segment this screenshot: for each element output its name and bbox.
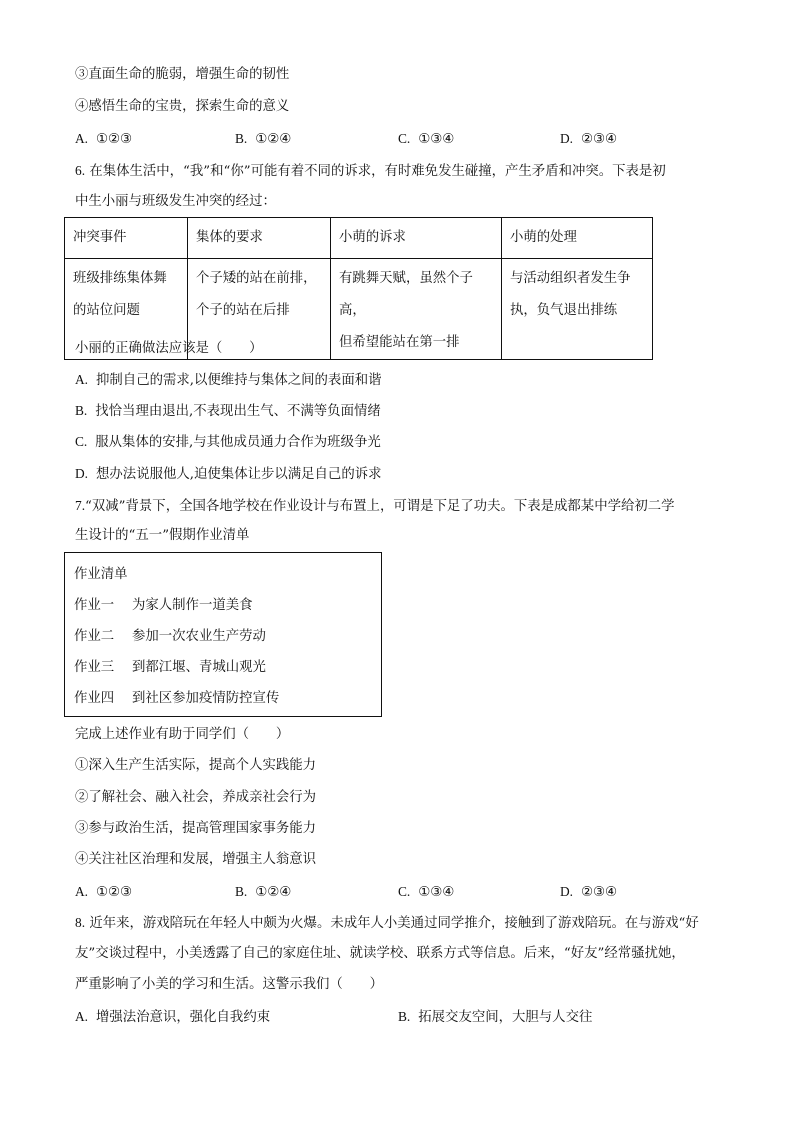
q8-stem-line2: 友”交谈过程中，小美透露了自己的家庭住址、就读学校、联系方式等信息。后来，“好友”经常骚扰她，: [75, 946, 685, 961]
q7-stem-line2: 生设计的“五一”假期作业清单: [75, 528, 250, 543]
table-cell: 有跳舞天赋，虽然个子高， 但希望能站在第一排: [331, 259, 502, 360]
table-cell: 与活动组织者发生争 执，负气退出排练: [502, 259, 653, 360]
q6-option-c: C. 服从集体的安排,与其他成员通力合作为班级争光: [75, 434, 381, 450]
q5-option-c: C. ①③④: [398, 131, 455, 147]
q6-stem: 6. 在集体生活中，“我”和“你”可能有着不同的诉求，有时难免发生碰撞，产生矛盾和冲突。下表是初: [75, 163, 666, 179]
q8-number: 8.: [75, 915, 86, 930]
q6-stem-line2: 中生小丽与班级发生冲突的经过：: [75, 194, 276, 209]
q7-option-a: A. ①②③: [75, 884, 133, 900]
q5-item-4: ④感悟生命的宝贵，探索生命的意义: [75, 99, 290, 114]
q7-item-1: ①深入生产生活实际，提高个人实践能力: [75, 758, 317, 773]
q8-stem-line3: 严重影响了小美的学习和生活。这警示我们（ ）: [75, 977, 383, 992]
list-item: 作业三 到都江堰、青城山观光: [74, 660, 266, 675]
q5-item-3: ③直面生命的脆弱，增强生命的韧性: [75, 67, 290, 82]
q7-item-3: ③参与政治生活，提高管理国家事务能力: [75, 821, 317, 836]
table-header-cell: 小萌的诉求: [331, 218, 502, 259]
conflict-table: [64, 217, 653, 360]
q6-number: 6.: [75, 163, 86, 178]
q6-question: 小丽的正确做法应该是（ ）: [75, 341, 263, 356]
q6-option-a: A. 抑制自己的需求,以便维持与集体之间的表面和谐: [75, 372, 382, 388]
q8-stem: 8. 近年来，游戏陪玩在年轻人中颇为火爆。未成年人小美通过同学推介，接触到了游戏陪玩。在与游戏“好: [75, 915, 699, 931]
q7-question: 完成上述作业有助于同学们（ ）: [75, 727, 290, 742]
q5-option-b: B. ①②④: [235, 131, 292, 147]
q7-option-d: D. ②③④: [560, 884, 618, 900]
list-item: 作业四 到社区参加疫情防控宣传: [74, 691, 280, 706]
list-item: 作业二 参加一次农业生产劳动: [74, 629, 266, 644]
q5-option-a: A. ①②③: [75, 131, 133, 147]
homework-list-title: 作业清单: [74, 567, 128, 582]
table-header-cell: 小萌的处理: [502, 218, 653, 259]
q7-item-2: ②了解社会、融入社会，养成亲社会行为: [75, 790, 317, 805]
q6-option-d: D. 想办法说服他人,迫使集体让步以满足自己的诉求: [75, 466, 382, 482]
table-header-cell: 冲突事件: [65, 218, 188, 259]
q7-stem: 7.“双减”背景下，全国各地学校在作业设计与布置上，可谓是下足了功夫。下表是成都某中学给初二学: [75, 498, 675, 514]
q7-item-4: ④关注社区治理和发展，增强主人翁意识: [75, 852, 317, 867]
q5-option-d: D. ②③④: [560, 131, 618, 147]
list-item: 作业一 为家人制作一道美食: [74, 598, 253, 613]
table-header-row: [65, 218, 653, 259]
table-cell: 个子矮的站在前排， 个子的站在后排: [188, 259, 331, 360]
q8-option-a: A. 增强法治意识，强化自我约束: [75, 1009, 271, 1025]
q7-option-c: C. ①③④: [398, 884, 455, 900]
q7-option-b: B. ①②④: [235, 884, 292, 900]
q7-number: 7.: [75, 498, 86, 513]
homework-list-box: [64, 552, 382, 717]
table-cell: 班级排练集体舞 的站位问题: [65, 259, 188, 360]
q6-option-b: B. 找恰当理由退出,不表现出生气、不满等负面情绪: [75, 403, 381, 419]
q8-option-b: B. 拓展交友空间，大胆与人交往: [398, 1009, 593, 1025]
table-header-cell: 集体的要求: [188, 218, 331, 259]
